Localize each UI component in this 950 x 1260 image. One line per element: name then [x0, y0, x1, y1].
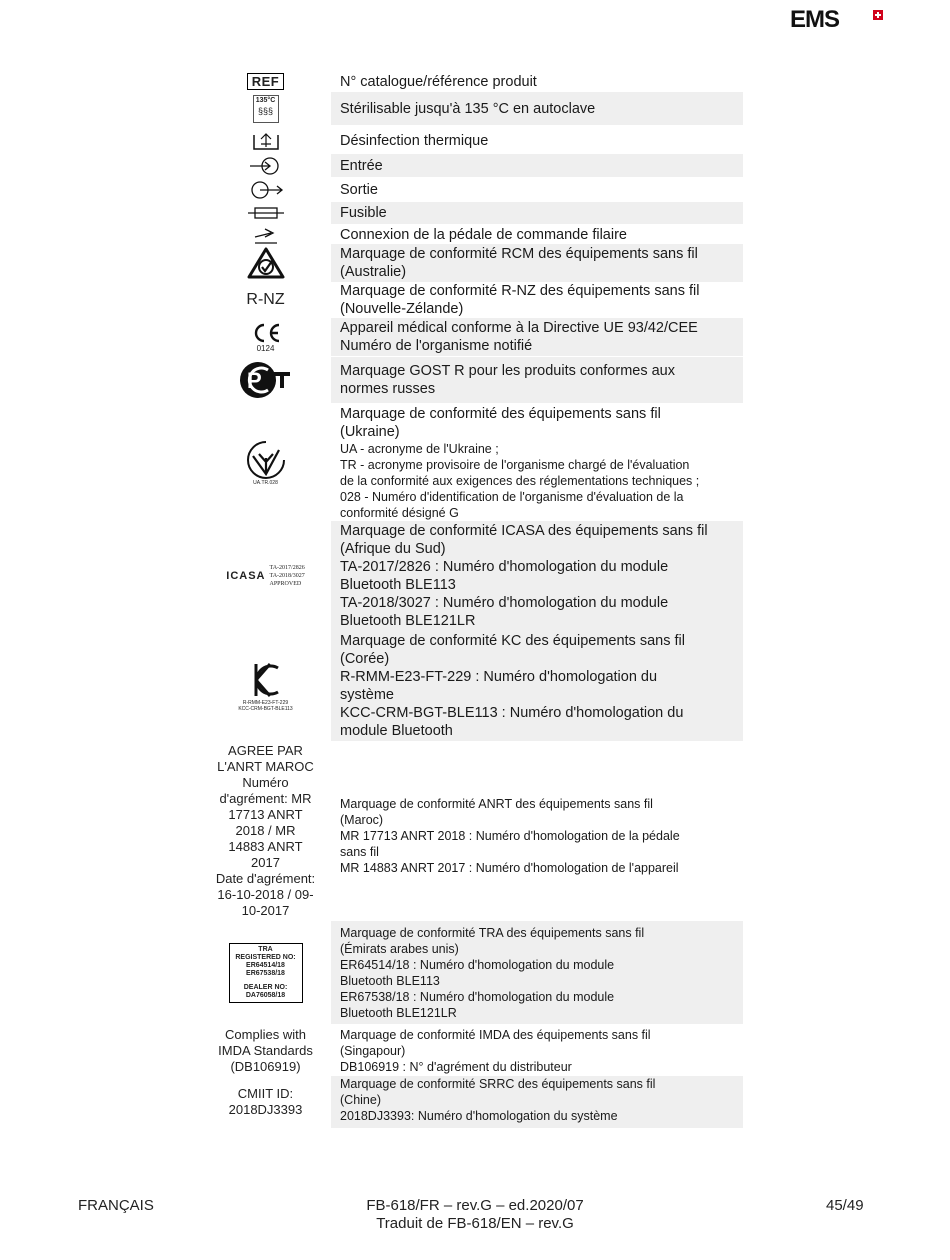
- row-description: Désinfection thermique: [340, 132, 489, 149]
- footer-page-number: 45/49: [826, 1197, 864, 1214]
- symbol-row-ref: [200, 71, 743, 92]
- ce-notified-body-number: 0124: [256, 343, 275, 353]
- footer-language: FRANÇAIS: [78, 1197, 154, 1214]
- gost-r-icon: [200, 357, 331, 403]
- input-icon: [200, 154, 331, 177]
- row-description: Marquage GOST R pour les produits conformes aux normes russes: [331, 357, 743, 403]
- thermal-disinfection-icon: [200, 128, 331, 153]
- row-description: Connexion de la pédale de commande filaire: [340, 227, 627, 243]
- symbol-row-fuse: [200, 202, 743, 224]
- tra-registration-box: TRA REGISTERED NO: ER64514/18 ER67538/18 DEALER NO: DA76058/18: [200, 921, 331, 1024]
- symbol-row-tra: [200, 921, 743, 1024]
- icasa-logo-text: ICASA: [226, 570, 266, 582]
- ua-code: UA.TR.028: [253, 479, 278, 486]
- row-description: Appareil médical conforme à la Directive UE 93/42/CEE Numéro de l'organisme notifié: [331, 318, 743, 356]
- footer-doc-reference: FB-618/FR – rev.G – ed.2020/07 Traduit de FB-618/EN – rev.G: [366, 1197, 584, 1232]
- symbol-row-srrc: [200, 1076, 743, 1128]
- row-description: Entrée: [331, 154, 743, 177]
- svg-text:P: P: [246, 368, 262, 393]
- row-description: Marquage de conformité ANRT des équipements sans fil (Maroc) MR 17713 ANRT 2018 : Numéro d'homologation de la pédale sans fil MR 14883 ANRT 2017 : Numéro d'homologation de l'appareil: [340, 797, 680, 875]
- symbol-row-icasa: [200, 521, 743, 631]
- swiss-flag-icon: [873, 10, 883, 20]
- symbol-row-wired-pedal: [200, 225, 743, 245]
- symbol-row-input: [200, 154, 743, 177]
- row-description: Marquage de conformité ICASA des équipements sans fil (Afrique du Sud) TA-2017/2826 : Numéro d'homologation du module Bluetooth BLE113 TA-2018/3027 : Numéro d'homologation du module Bluetooth BLE121LR: [331, 521, 743, 631]
- anrt-approval-text: AGREE PAR L'ANRT MAROC Numéro d'agrément: MR 17713 ANRT 2018 / MR 14883 ANRT 2017 Date d'agrément: 16-10-2018 / 09- 10-2017: [215, 743, 316, 918]
- icasa-icon: ICASA TA-2017/2826 TA-2018/3027 APPROVED: [226, 565, 305, 587]
- row-description: Stérilisable jusqu'à 135 °C en autoclave: [331, 92, 743, 125]
- symbol-row-thermal-disinfection: [200, 128, 743, 153]
- kc-code-1: R-RMM-E23-FT-229: [242, 700, 289, 706]
- row-description: Marquage de conformité RCM des équipements sans fil (Australie): [331, 244, 743, 282]
- wired-pedal-icon: [200, 225, 331, 245]
- row-description: Marquage de conformité SRRC des équipements sans fil (Chine) 2018DJ3393: Numéro d'homologation du système: [331, 1076, 743, 1128]
- symbol-row-sterilisation: [200, 92, 743, 125]
- symbol-row-kc: [200, 631, 743, 741]
- row-description: Sortie: [340, 182, 378, 198]
- rnz-icon: R-NZ: [246, 291, 285, 308]
- row-description: Marquage de conformité des équipements sans fil (Ukraine) UA - acronyme de l'Ukraine ; TR - acronyme provisoire de l'organisme chargé de l'évaluation de la conformité aux exigences des réglementations techniques ; 028 - Numéro d'identification de l'organisme d'évaluation de la conformité désigné G: [340, 405, 700, 520]
- rcm-icon: [200, 244, 331, 282]
- ref-icon: REF: [200, 71, 331, 92]
- imda-text: Complies with IMDA Standards (DB106919): [218, 1026, 313, 1074]
- kc-code-2: KCC-CRM-BGT-BLE113: [238, 706, 293, 712]
- row-description: Marquage de conformité R-NZ des équipements sans fil (Nouvelle-Zélande): [340, 283, 700, 317]
- row-description: Marquage de conformité KC des équipements sans fil (Corée) R-RMM-E23-FT-229 : Numéro d'homologation du système KCC-CRM-BGT-BLE113 : Numéro d'homologation du module Bluetooth: [331, 631, 743, 741]
- ukraine-conformity-icon: [200, 404, 331, 521]
- fuse-icon: [200, 202, 331, 224]
- sterilisation-icon: 135°C §§§: [200, 92, 331, 125]
- brand-name: EMS: [790, 6, 840, 33]
- symbol-row-ukraine: [200, 404, 743, 521]
- row-description: Marquage de conformité IMDA des équipements sans fil (Singapour) DB106919 : N° d'agrément du distributeur: [340, 1027, 651, 1074]
- cmiit-text: CMIIT ID: 2018DJ3393: [228, 1086, 303, 1117]
- ce-mark-icon: [200, 318, 331, 356]
- symbol-row-rnz: [200, 282, 743, 318]
- symbol-row-imda: [200, 1025, 743, 1076]
- kc-mark-icon: [200, 631, 331, 741]
- symbol-row-anrt: [200, 741, 743, 921]
- row-description: Fusible: [331, 202, 743, 224]
- output-icon: [200, 179, 331, 201]
- symbol-row-rcm: [200, 244, 743, 282]
- row-description: Marquage de conformité TRA des équipements sans fil (Émirats arabes unis) ER64514/18 : Numéro d'homologation du module Bluetooth BLE113 ER67538/18 : Numéro d'homologation du module Bluetooth BLE121LR: [331, 921, 743, 1024]
- symbol-row-ce: [200, 318, 743, 356]
- row-description: N° catalogue/référence produit: [340, 73, 537, 90]
- symbol-row-gost: [200, 357, 743, 403]
- symbol-row-output: [200, 179, 743, 201]
- ems-logo: [790, 6, 880, 32]
